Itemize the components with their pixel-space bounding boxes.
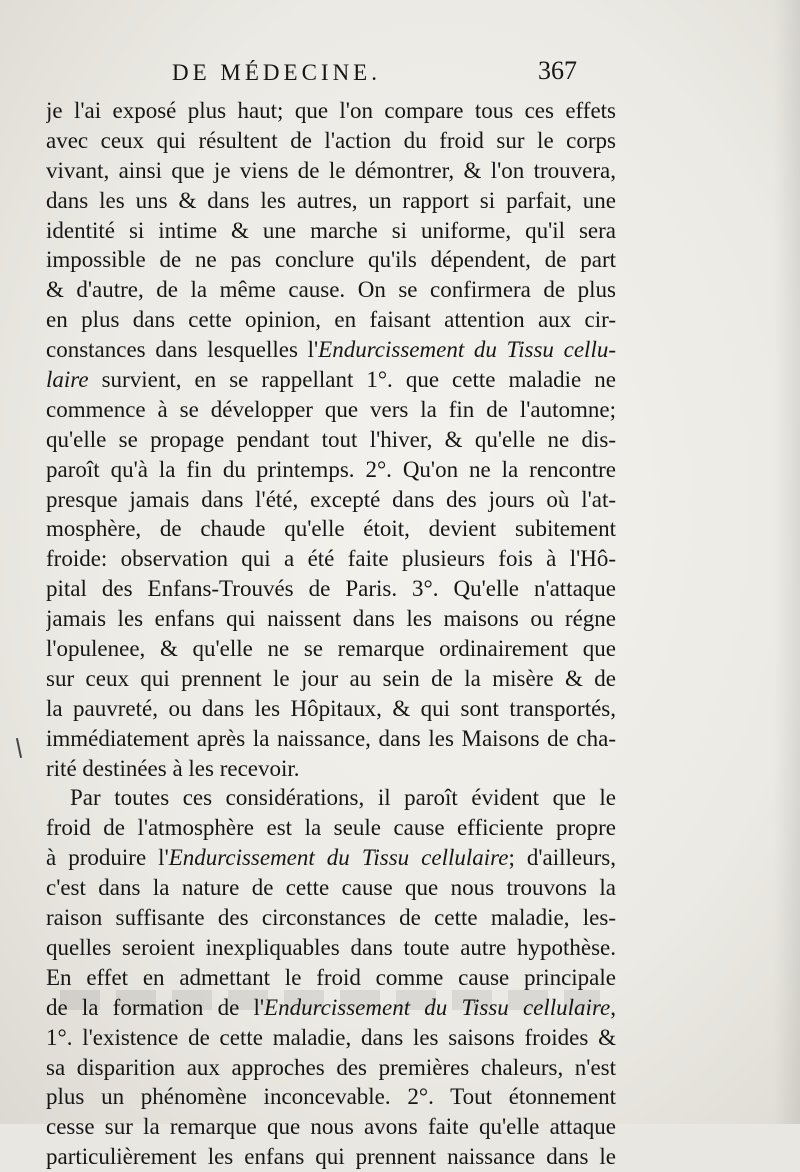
text-segment: sur ceux qui prennent le jour au sein de la misère & de xyxy=(46,665,616,691)
text-line xyxy=(46,395,616,425)
text-line xyxy=(46,783,616,813)
page-header xyxy=(0,56,800,92)
text-segment: l'opulenee, & qu'elle ne se remarque ordinairement que xyxy=(46,636,616,662)
text-segment: mosphère, de chaude qu'elle étoit, devient subitement xyxy=(46,516,616,542)
show-through-text xyxy=(60,990,600,1010)
text-segment: quelles seroient inexpliquables dans toute autre hypothèse. xyxy=(46,934,616,960)
text-segment: survient, en se rappellant 1°. que cette maladie ne xyxy=(88,367,616,393)
text-segment: rité destinées à les recevoir. xyxy=(46,755,300,781)
text-segment: à produire l' xyxy=(46,845,169,871)
text-segment: en plus dans cette opinion, en faisant attention aux cir- xyxy=(46,307,616,333)
text-segment: particulièrement les enfans qui prennent naissance dans le xyxy=(46,1144,616,1170)
page-number: 367 xyxy=(538,56,577,85)
text-line xyxy=(46,724,616,754)
text-line xyxy=(46,1142,616,1172)
text-line xyxy=(46,754,616,784)
text-segment: raison suffisante des circonstances de cette maladie, les- xyxy=(46,905,616,931)
text-line xyxy=(46,604,616,634)
text-segment: sa disparition aux approches des premières chaleurs, n'est xyxy=(46,1054,616,1080)
text-line xyxy=(46,96,616,126)
text-line xyxy=(46,1053,616,1083)
text-segment: vivant, ainsi que je viens de le démontrer, & l'on trouvera, xyxy=(46,157,616,183)
margin-mark xyxy=(16,738,22,758)
text-segment: cesse sur la remarque que nous avons faite qu'elle attaque xyxy=(46,1114,616,1140)
text-line xyxy=(46,1082,616,1112)
body-text xyxy=(46,96,616,1172)
text-segment: & d'autre, de la même cause. On se confirmera de plus xyxy=(46,277,616,303)
text-segment: qu'elle se propage pendant tout l'hiver, & qu'elle ne dis- xyxy=(46,426,616,452)
text-segment: , xyxy=(610,994,616,1020)
text-line xyxy=(46,485,616,515)
text-line xyxy=(46,305,616,335)
text-segment: jamais les enfans qui naissent dans les maisons ou régne xyxy=(46,606,616,632)
text-segment: ; d'ailleurs, xyxy=(508,845,616,871)
italic-segment: laire xyxy=(46,367,89,393)
text-segment: plus un phénomène inconcevable. 2°. Tout étonnement xyxy=(46,1084,616,1110)
text-segment: avec ceux qui résultent de l'action du froid sur le corps xyxy=(46,127,616,153)
text-line xyxy=(46,843,616,873)
italic-segment: Endurcissement du Tissu cellulaire xyxy=(264,994,611,1020)
text-segment: de la formation de l' xyxy=(46,994,265,1020)
italic-segment: Endurcissement du Tissu cellulaire xyxy=(168,845,509,871)
text-segment: froid de l'atmosphère est la seule cause efficiente propre xyxy=(46,815,616,841)
text-line xyxy=(46,1112,616,1142)
text-line xyxy=(46,933,616,963)
text-line xyxy=(46,813,616,843)
text-segment: commence à se développer que vers la fin de l'automne; xyxy=(46,396,616,422)
text-segment: c'est dans la nature de cette cause que nous trouvons la xyxy=(46,875,616,901)
text-line xyxy=(46,544,616,574)
text-line xyxy=(46,216,616,246)
text-segment: constances dans lesquelles l' xyxy=(46,337,319,363)
text-segment: identité si intime & une marche si uniforme, qu'il sera xyxy=(46,217,616,243)
text-segment: impossible de ne pas conclure qu'ils dépendent, de part xyxy=(46,247,616,273)
text-line xyxy=(46,873,616,903)
text-line xyxy=(46,664,616,694)
text-segment: Par toutes ces considérations, il paroît évident que le xyxy=(70,785,616,811)
text-segment: la pauvreté, ou dans les Hôpitaux, & qui sont transportés, xyxy=(46,695,616,721)
text-segment: pital des Enfans-Trouvés de Paris. 3°. Qu'elle n'attaque xyxy=(46,576,616,602)
text-segment: paroît qu'à la fin du printemps. 2°. Qu'on ne la rencontre xyxy=(46,456,616,482)
text-line xyxy=(46,425,616,455)
text-line xyxy=(46,514,616,544)
text-line xyxy=(46,335,616,365)
running-head: DE MÉDECINE. xyxy=(172,60,381,85)
text-segment: presque jamais dans l'été, excepté dans des jours où l'at- xyxy=(46,486,616,512)
text-line xyxy=(46,126,616,156)
text-segment: 1°. l'existence de cette maladie, dans les saisons froides & xyxy=(46,1024,616,1050)
text-segment: froide: observation qui a été faite plusieurs fois à l'Hô- xyxy=(46,546,616,572)
text-segment: je l'ai exposé plus haut; que l'on compare tous ces effets xyxy=(46,98,616,123)
text-line xyxy=(46,903,616,933)
text-line xyxy=(46,365,616,395)
text-line xyxy=(46,186,616,216)
text-line xyxy=(46,275,616,305)
text-line xyxy=(46,1023,616,1053)
text-segment: dans les uns & dans les autres, un rapport si parfait, une xyxy=(46,187,616,213)
text-line xyxy=(46,245,616,275)
page-edge-shadow xyxy=(774,0,800,1124)
text-line xyxy=(46,574,616,604)
text-line xyxy=(46,156,616,186)
italic-segment: Endurcissement du Tissu cellu- xyxy=(318,337,616,363)
text-line xyxy=(46,694,616,724)
text-line xyxy=(46,963,616,993)
text-line xyxy=(46,634,616,664)
text-segment: immédiatement après la naissance, dans les Maisons de cha- xyxy=(46,725,616,751)
text-line xyxy=(46,455,616,485)
text-segment: En effet en admettant le froid comme cause principale xyxy=(46,964,616,990)
